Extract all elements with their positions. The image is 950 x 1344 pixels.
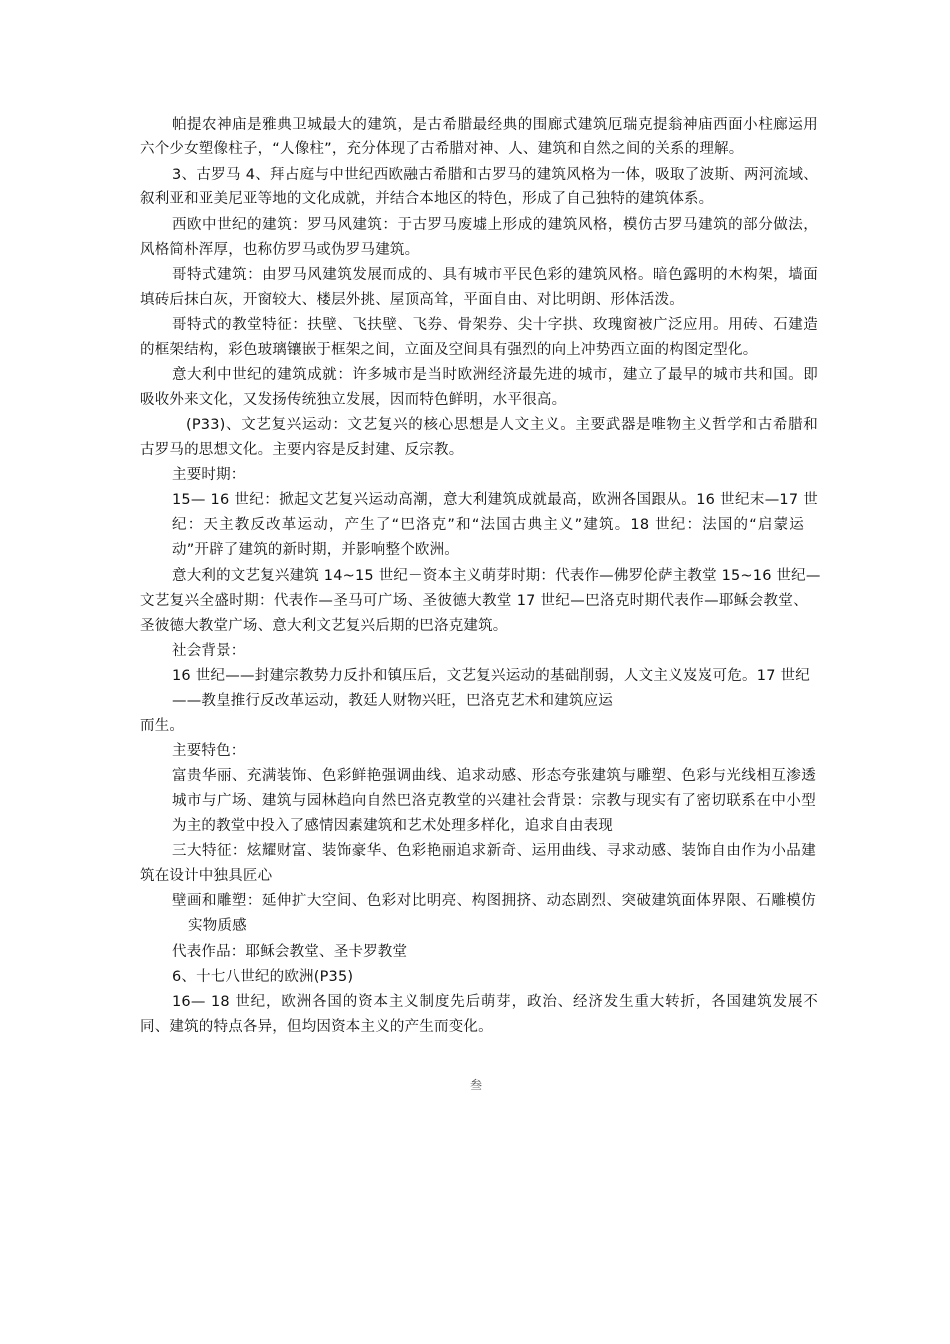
text-line: 帕提农神庙是雅典卫城最大的建筑，是古希腊最经典的围廊式建筑厄瑞克提翁神庙西面小柱廊运用: [172, 117, 818, 133]
text-line: 六个少女塑像柱子，“人像柱”，充分体现了古希腊对神、人、建筑和自然之间的关系的理解。: [140, 141, 744, 157]
text-line: 三大特征：炫耀财富、装饰豪华、色彩艳丽追求新奇、运用曲线、寻求动感、装饰自由作为小品建: [172, 843, 816, 859]
text-line: 吸收外来文化，又发扬传统独立发展，因而特色鲜明，水平很高。: [140, 392, 567, 408]
text-line: 16— 18 世纪，欧洲各国的资本主义制度先后萌芽，政治、经济发生重大转折，各国建筑发展不: [172, 994, 818, 1010]
text-line: 纪：天主教反改革运动，产生了“巴洛克”和“法国古典主义”建筑。18 世纪：法国的“启蒙运: [172, 517, 804, 533]
text-line: 叙利亚和亚美尼亚等地的文化成就，并结合本地区的特色，形成了自己独特的建筑体系。: [140, 191, 714, 207]
page-number: 叁: [470, 1078, 483, 1092]
text-line: 社会背景：: [172, 643, 246, 659]
text-line: 文艺复兴全盛时期：代表作—圣马可广场、圣彼德大教堂 17 世纪—巴洛克时期代表作—耶稣会教堂、: [140, 593, 808, 609]
section-heading: 6、十七八世纪的欧洲(P35): [172, 969, 354, 985]
text-line: 代表作品：耶稣会教堂、圣卡罗教堂: [172, 944, 408, 960]
text-line: 壁画和雕塑：延伸扩大空间、色彩对比明亮、构图拥挤、动态剧烈、突破建筑面体界限、石雕模仿: [172, 893, 816, 909]
text-line: 动”开辟了建筑的新时期，并影响整个欧洲。: [172, 542, 460, 558]
text-line: 古罗马的思想文化。主要内容是反封建、反宗教。: [140, 442, 464, 458]
text-line: 填砖后抹白灰，开窗较大、楼层外挑、屋顶高耸，平面自由、对比明朗、形体活泼。: [140, 292, 684, 308]
text-line: 的框架结构，彩色玻璃镶嵌于框架之间，立面及空间具有强烈的向上冲势西立面的构图定型化。: [140, 342, 758, 358]
text-line: (P33)、文艺复兴运动：文艺复兴的核心思想是人文主义。主要武器是唯物主义哲学和古希腊和: [186, 417, 818, 433]
text-line: 而生。: [140, 718, 185, 734]
text-line: 筑在设计中独具匠心: [140, 868, 273, 884]
text-line: 3、古罗马 4、拜占庭与中世纪西欧融古希腊和古罗马的建筑风格为一体，吸取了波斯、两河流域、: [172, 167, 818, 183]
text-line: 哥特式建筑：由罗马风建筑发展而成的、具有城市平民色彩的建筑风格。暗色露明的木构架，墙面: [172, 267, 818, 283]
text-line: 哥特式的教堂特征：扶壁、飞扶壁、飞券、骨架券、尖十字拱、玫瑰窗被广泛应用。用砖、石建造: [172, 317, 818, 333]
text-line: 风格简朴浑厚，也称仿罗马或伪罗马建筑。: [140, 242, 420, 258]
text-line: 15— 16 世纪：掀起文艺复兴运动高潮，意大利建筑成就最高，欧洲各国跟从。16 世纪末—17 世: [172, 492, 818, 508]
text-line: 意大利中世纪的建筑成就：许多城市是当时欧洲经济最先进的城市，建立了最早的城市共和国。即: [172, 367, 818, 383]
text-line: 实物质感: [188, 918, 247, 934]
text-line: 西欧中世纪的建筑：罗马风建筑：于古罗马废墟上形成的建筑风格，模仿古罗马建筑的部分做法，: [172, 217, 818, 233]
text-line: 为主的教堂中投入了感情因素建筑和艺术处理多样化，追求自由表现: [172, 818, 613, 834]
text-line: 富贵华丽、充满装饰、色彩鲜艳强调曲线、追求动感、形态夸张建筑与雕塑、色彩与光线相互渗透: [172, 768, 816, 784]
text-line: 圣彼德大教堂广场、意大利文艺复兴后期的巴洛克建筑。: [140, 618, 508, 634]
text-line: 城市与广场、建筑与园林趋向自然巴洛克教堂的兴建社会背景：宗教与现实有了密切联系在中小型: [172, 793, 816, 809]
text-line: 主要时期：: [172, 467, 246, 483]
text-line: 主要特色：: [172, 743, 246, 759]
text-line: 意大利的文艺复兴建筑 14~15 世纪－资本主义萌芽时期：代表作—佛罗伦萨主教堂 15~16 世纪—: [172, 568, 821, 584]
text-line: 16 世纪——封建宗教势力反扑和镇压后，文艺复兴运动的基础削弱，人文主义岌岌可危。17 世纪: [172, 668, 810, 684]
text-line: ——教皇推行反改革运动，教廷人财物兴旺，巴洛克艺术和建筑应运: [172, 693, 613, 709]
text-line: 同、建筑的特点各异，但均因资本主义的产生而变化。: [140, 1019, 493, 1035]
